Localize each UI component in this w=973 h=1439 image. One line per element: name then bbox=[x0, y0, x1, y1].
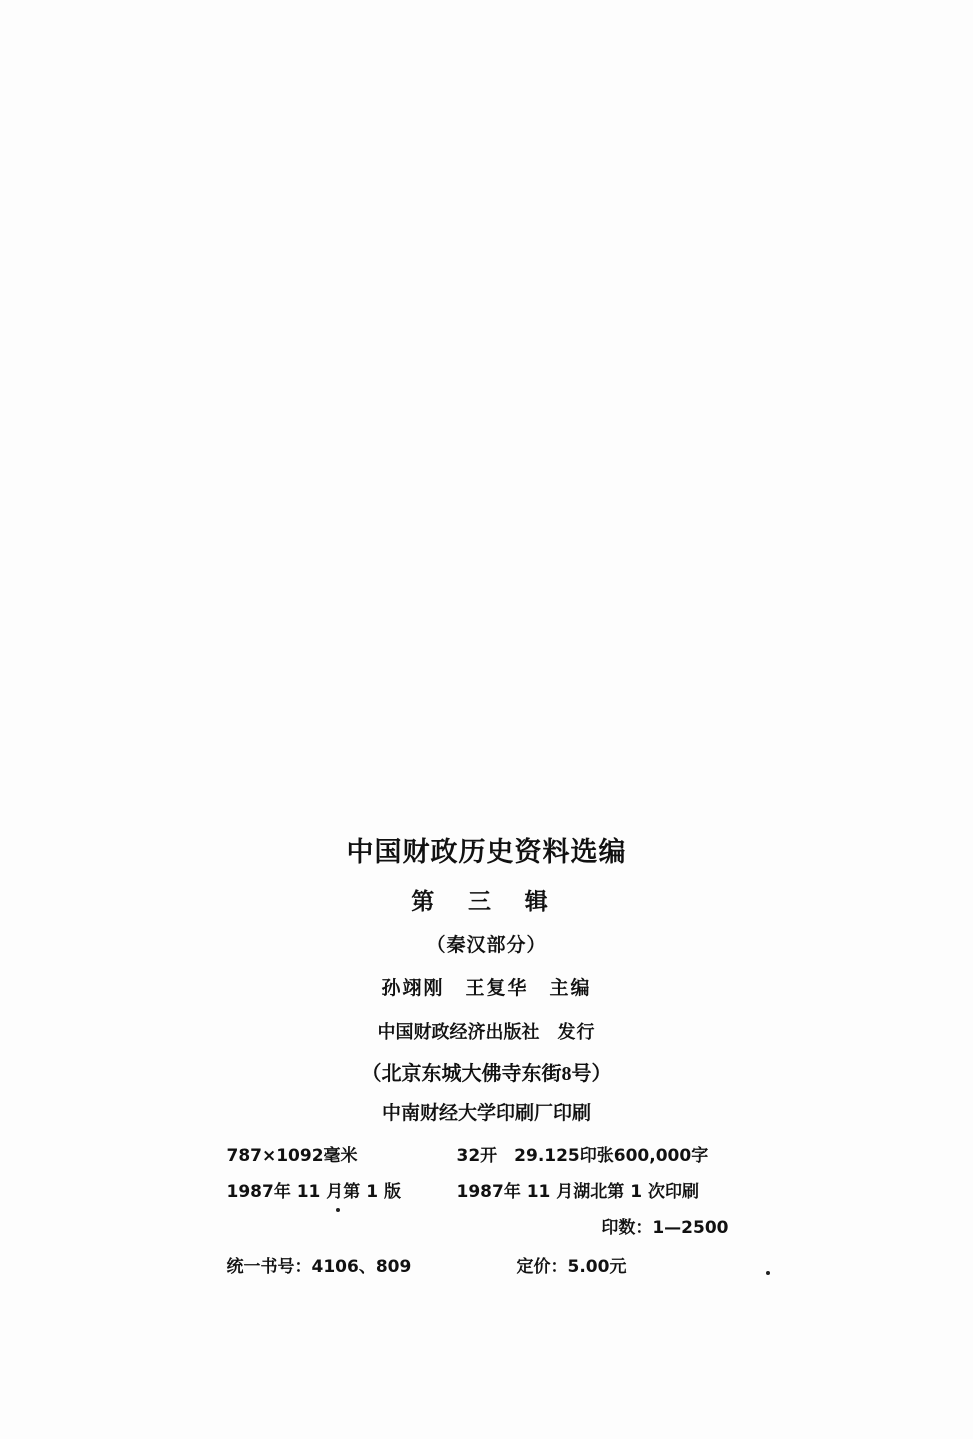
print-run-value: 印数：1—2500 bbox=[601, 1218, 729, 1238]
publisher-address: （北京东城大佛寺东街8号） bbox=[361, 1063, 612, 1085]
publisher-action: 发行 bbox=[557, 1022, 596, 1042]
book-title: 中国财政历史资料选编 bbox=[346, 837, 627, 867]
spec-row-edition bbox=[227, 1177, 747, 1202]
printer-name: 中南财经大学印刷厂印刷 bbox=[381, 1103, 591, 1124]
publisher-name: 中国财政经济出版社 bbox=[377, 1022, 540, 1043]
book-subtitle: （秦汉部分） bbox=[426, 935, 547, 956]
price-value: 定价：5.00元 bbox=[516, 1257, 627, 1277]
publisher-line bbox=[0, 1018, 973, 1044]
format-sheets-words-value: 32开 29.125印张600,000字 bbox=[456, 1146, 709, 1166]
spec-row-print-run bbox=[227, 1213, 747, 1238]
unified-book-number-value: 统一书号：4106、809 bbox=[226, 1257, 412, 1277]
edition-date-value: 1987年 11 月第 1 版 bbox=[226, 1182, 401, 1202]
spec-row-isbn-price bbox=[227, 1252, 747, 1277]
spec-row-paper-size bbox=[227, 1141, 747, 1166]
book-volume: 第 三 辑 bbox=[411, 889, 562, 914]
printing-date-value: 1987年 11 月湖北第 1 次印刷 bbox=[456, 1182, 699, 1202]
paper-size-value: 787×1092毫米 bbox=[226, 1146, 358, 1166]
ink-speck-left bbox=[336, 1208, 340, 1212]
colophon-block bbox=[0, 830, 973, 1288]
book-editors: 孙翊刚 王复华 主编 bbox=[381, 978, 592, 999]
ink-speck-right bbox=[766, 1271, 770, 1275]
specifications bbox=[227, 1141, 747, 1277]
